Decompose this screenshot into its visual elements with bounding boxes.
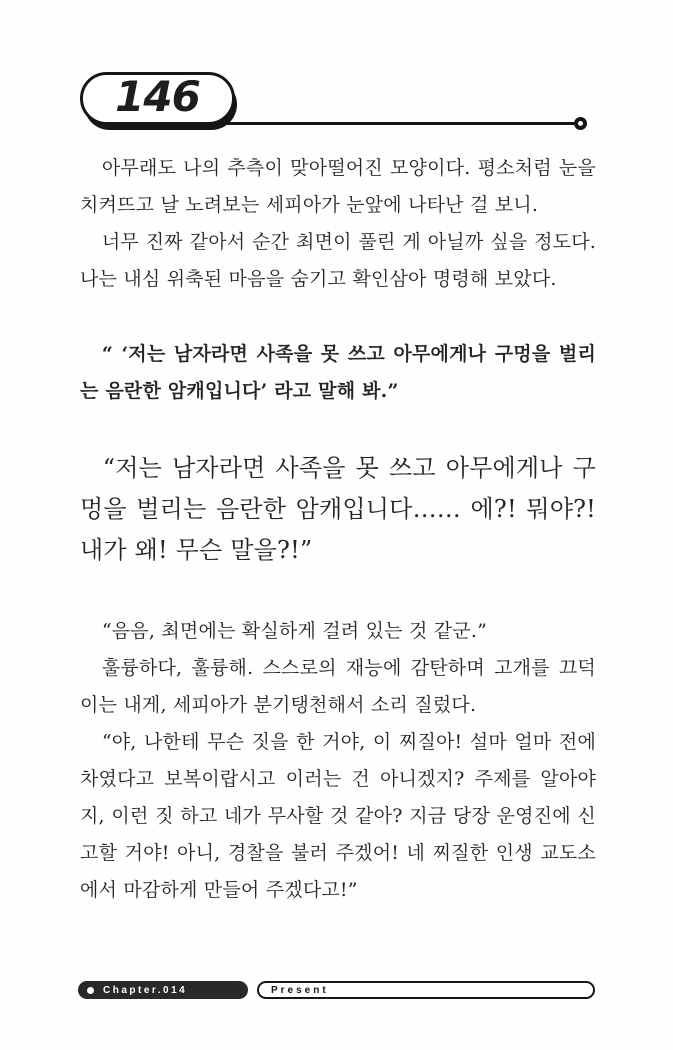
paragraph-bold-command: “ ‘저는 남자라면 사족을 못 쓰고 아무에게나 구멍을 벌리는 음란한 암캐입니다’ 라고 말해 봐.” bbox=[80, 343, 596, 402]
paragraph-large-dialogue: “저는 남자라면 사족을 못 쓰고 아무에게나 구멍을 벌리는 음란한 암캐입니다…… 에?! 뭐야?! 내가 왜! 무슨 말을?!” bbox=[80, 454, 596, 564]
paragraph: “야, 나한테 무슨 짓을 한 거야, 이 찌질아! 설마 얼마 전에 차였다고 보복이랍시고 이러는 건 아니겠지? 주제를 알아야지, 이런 짓 하고 네가 무사할 것 같아? 지금 당장 운영진에 신고할 거야! 아니, 경찰을 불러 주겠어! 네 찌질한 인생 교도소에서 마감하게 만들어 주겠다고!” bbox=[80, 731, 596, 901]
footer bbox=[78, 981, 595, 999]
paragraph: 훌륭하다, 훌륭해. 스스로의 재능에 감탄하며 고개를 끄덕이는 내게, 세피아가 분기탱천해서 소리 질렀다. bbox=[80, 657, 596, 716]
bullet-dot-icon bbox=[87, 987, 94, 994]
chapter-label: Chapter.014 bbox=[103, 984, 188, 996]
paragraph: “음음, 최면에는 확실하게 걸려 있는 것 같군.” bbox=[101, 620, 488, 642]
body-text bbox=[80, 150, 596, 909]
section-label: Present bbox=[271, 984, 329, 996]
chapter-badge bbox=[78, 981, 248, 999]
page-number-badge bbox=[80, 72, 235, 125]
paragraph: 너무 진짜 같아서 순간 최면이 풀린 게 아닐까 싶을 정도다. 나는 내심 위축된 마음을 숨기고 확인삼아 명령해 보았다. bbox=[80, 231, 596, 290]
page-number: 146 bbox=[115, 72, 200, 121]
section-badge bbox=[257, 981, 595, 999]
paragraph: 아무래도 나의 추측이 맞아떨어진 모양이다. 평소처럼 눈을 치켜뜨고 날 노려보는 세피아가 눈앞에 나타난 걸 보니. bbox=[80, 157, 596, 216]
header-ring-icon bbox=[574, 117, 587, 130]
